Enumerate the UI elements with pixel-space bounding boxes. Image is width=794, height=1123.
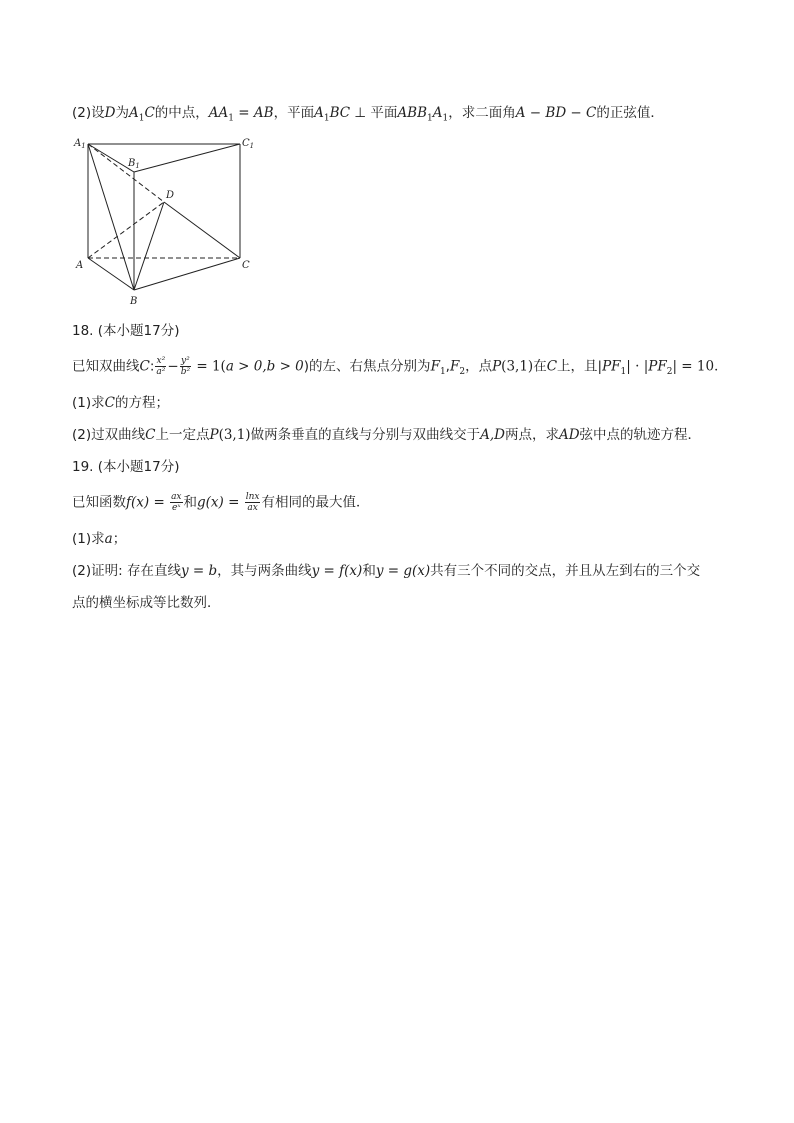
- q17-part2-text: (2)设D为$A_1C$的中点，$AA_1$ = AB，平面$A_1BC$ ⊥ 平面$ABB_1A_1$，求二面角A − BD − C的正弦值．: [72, 105, 664, 124]
- edge-b1-c1: [134, 144, 240, 172]
- q19-part2: (2)证明: 存在直线y = b，其与两条曲线y = f(x)和y = g(x)共有三个不同的交点，并且从左到右的三个交: [72, 563, 701, 579]
- edge-a-b: [88, 258, 134, 290]
- edge-d-c: [164, 202, 240, 258]
- label-a: A: [76, 260, 84, 271]
- edge-a-d: [88, 202, 164, 258]
- q18-part2: (2)过双曲线C上一定点P(3,1)做两条垂直的直线与分别与双曲线交于A,D两点，求AD弦中点的轨迹方程．: [72, 427, 702, 443]
- q18-header: 18. (本小题17分): [72, 323, 180, 339]
- label-b1: $B_1$: [128, 158, 140, 170]
- fraction-x2-a2: $\frac{\text{x²}}{\text{a²}}$: [156, 356, 166, 377]
- label-d: D: [166, 190, 175, 201]
- edge-b-d: [134, 202, 164, 290]
- label-b: B: [130, 296, 138, 307]
- prism-figure: [68, 132, 268, 308]
- fraction-ax-ex: $\frac{ax}{\text{eˣ}}$: [171, 492, 182, 513]
- fraction-lnx-ax: $\frac{\ln x}{ax}$: [245, 492, 260, 513]
- q19-stem: 已知函数f(x) = $\frac{ax}{\text{eˣ}}$ 和g(x) = $\frac{\ln x}{ax}$ 有相同的最大值．: [72, 492, 370, 513]
- q18-stem: 已知双曲线C: $\frac{\text{x²}}{\text{a²}}$ − $\frac{\text{y²}}{\text{b²}}$ = 1(a > 0,b > 0)的左、右焦点分别为$F_1,F_2$，点P(3,1)在C上，且$|PF_1| \cdot |PF_2| = 10$．: [72, 356, 728, 378]
- label-c: C: [242, 260, 250, 271]
- q19-part1: (1)求a；: [72, 531, 127, 547]
- q19-part2-line2: 点的横坐标成等比数列．: [72, 595, 221, 611]
- q18-part1: (1)求C的方程；: [72, 395, 169, 411]
- label-a1: $A_1$: [74, 138, 86, 150]
- edge-a1-d: [88, 144, 164, 202]
- fraction-y2-b2: $\frac{\text{y²}}{\text{b²}}$: [180, 356, 191, 377]
- edge-b-c: [134, 258, 240, 290]
- q19-header: 19. (本小题17分): [72, 459, 180, 475]
- label-c1: $C_1$: [242, 138, 255, 150]
